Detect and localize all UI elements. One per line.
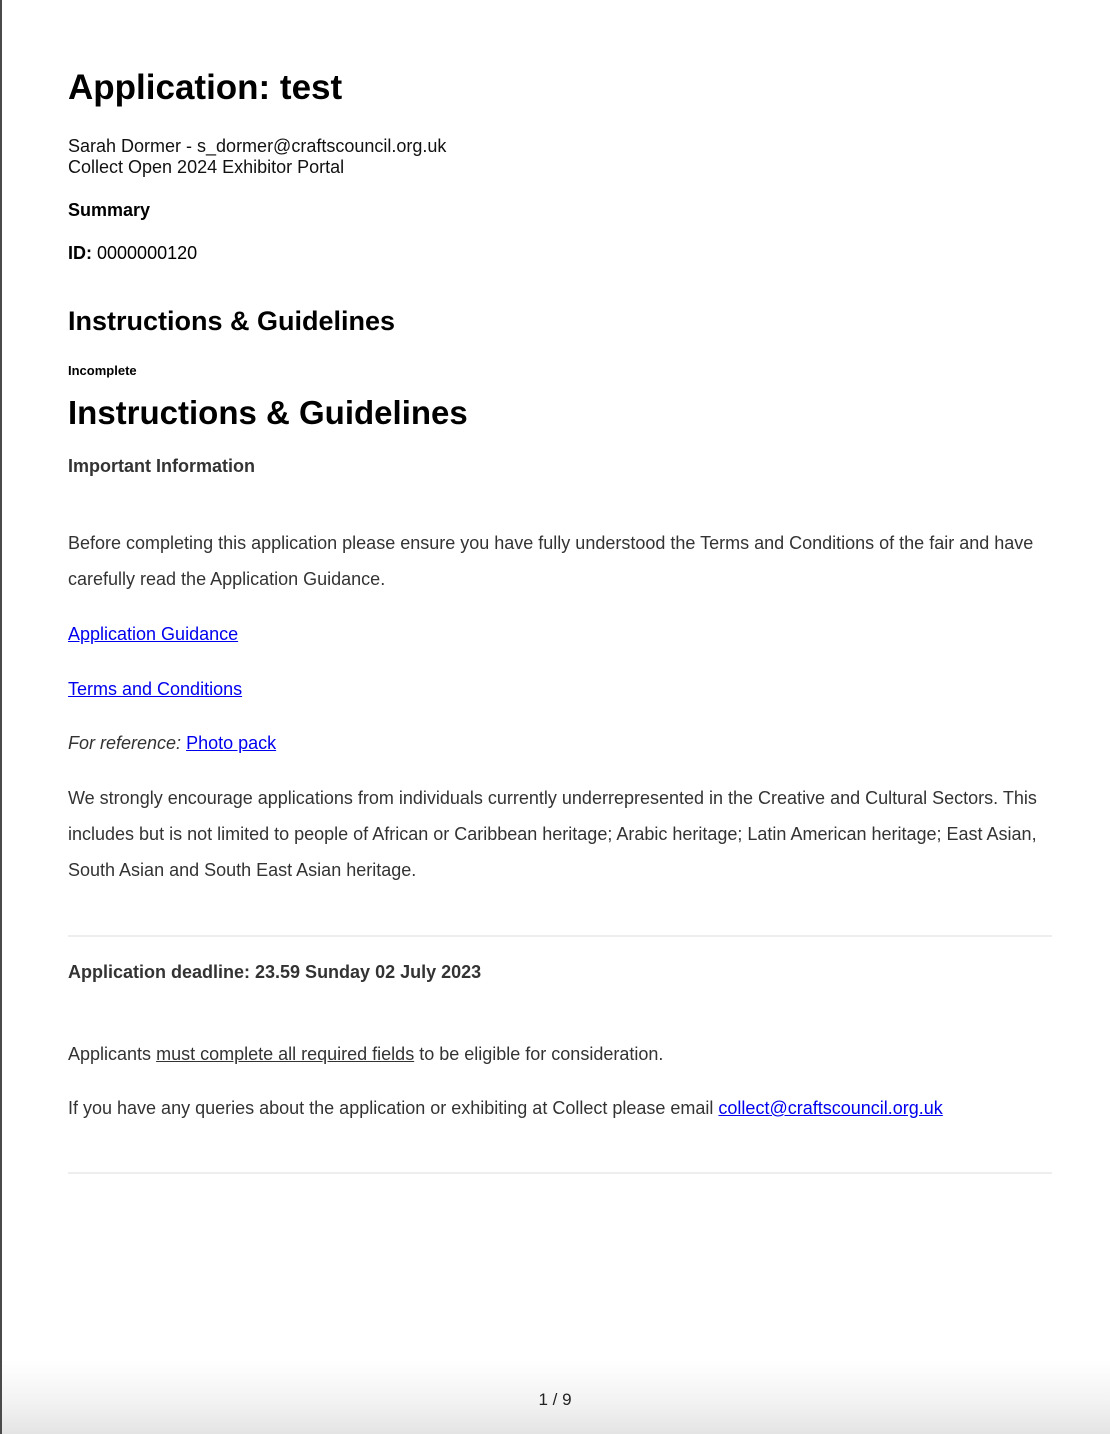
terms-conditions-link[interactable]: Terms and Conditions (68, 679, 243, 699)
page-title: Application: test (68, 68, 343, 107)
queries-line (68, 1098, 943, 1119)
encourage-paragraph: We strongly encourage applications from individuals currently underrepresented in the Creative and Cultural Sectors. This includes but is not limited to people of African or Caribbean heritage; Arabic heritage; Latin American heritage; East Asian, South Asian and South East Asian heritage. (68, 788, 1037, 880)
application-id (68, 243, 197, 264)
required-fields-line (68, 1044, 663, 1065)
viewer-left-border (0, 0, 2, 1434)
deadline-text: Application deadline: 23.59 Sunday 02 July 2023 (68, 962, 482, 982)
photo-pack-link[interactable]: Photo pack (186, 733, 277, 753)
intro-paragraph: Before completing this application please ensure you have fully understood the Terms and Conditions of the fair and have carefully read the Application Guidance. (68, 533, 1034, 589)
status-badge: Incomplete (68, 363, 137, 378)
applicant-contact: Sarah Dormer - s_dormer@craftscouncil.org.uk (68, 136, 447, 156)
required-emphasis: must complete all required fields (156, 1044, 415, 1064)
reference-prefix: For reference: (68, 733, 182, 753)
summary-label: Summary (68, 200, 151, 220)
required-suffix: to be eligible for consideration. (419, 1044, 664, 1064)
divider (68, 1172, 1052, 1174)
portal-name: Collect Open 2024 Exhibitor Portal (68, 157, 345, 177)
applicant-meta (68, 136, 446, 178)
divider (68, 935, 1052, 937)
id-label: ID: (68, 243, 92, 263)
important-info-label: Important Information (68, 456, 255, 476)
queries-text: If you have any queries about the application or exhibiting at Collect please email (68, 1098, 714, 1118)
id-value: 0000000120 (97, 243, 198, 263)
reference-line (68, 733, 276, 754)
page-indicator: 1 / 9 (538, 1390, 572, 1409)
section-title: Instructions & Guidelines (68, 306, 396, 336)
application-guidance-link[interactable]: Application Guidance (68, 624, 239, 644)
contact-email-link[interactable]: collect@craftscouncil.org.uk (718, 1098, 943, 1118)
required-prefix: Applicants (68, 1044, 152, 1064)
section-heading: Instructions & Guidelines (68, 394, 468, 431)
